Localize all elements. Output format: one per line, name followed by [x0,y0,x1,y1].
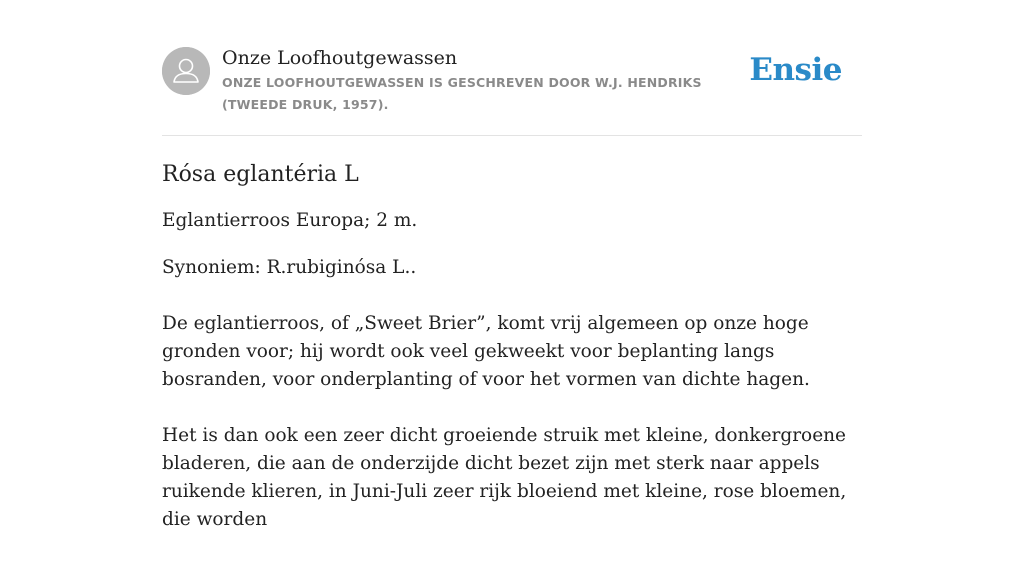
source-description: ONZE LOOFHOUTGEWASSEN IS GESCHREVEN DOOR W.J. HENDRIKS (TWEEDE DRUK, 1957). [222,75,702,112]
user-icon [162,47,210,95]
source-title[interactable]: Onze Loofhoutgewassen [222,47,458,69]
entry-content [162,158,862,562]
entry-synonym: Synoniem: R.rubiginósa L.. [162,257,417,278]
source-header [162,46,862,116]
entry-summary: Eglantierroos Europa; 2 m. [162,210,418,231]
brand-logo[interactable]: Ensie [749,52,842,88]
entry-title: Rósa eglantéria L [162,162,359,187]
entry-paragraph: Het is dan ook een zeer dicht groeiende struik met kleine, donkergroene bladeren, die aan de onderzijde dicht bezet zijn met sterk naar appels ruikende klieren, in Juni-Juli zeer rijk bloeiend met kleine, rose bloemen, die worden [162,425,847,530]
divider [162,135,862,136]
entry-paragraph: De eglantierroos, of „Sweet Brier”, komt vrij algemeen op onze hoge gronden voor; hij wordt ook veel gekweekt voor beplanting langs bosranden, voor onderplanting of voor het vormen van dichte hagen. [162,313,810,390]
